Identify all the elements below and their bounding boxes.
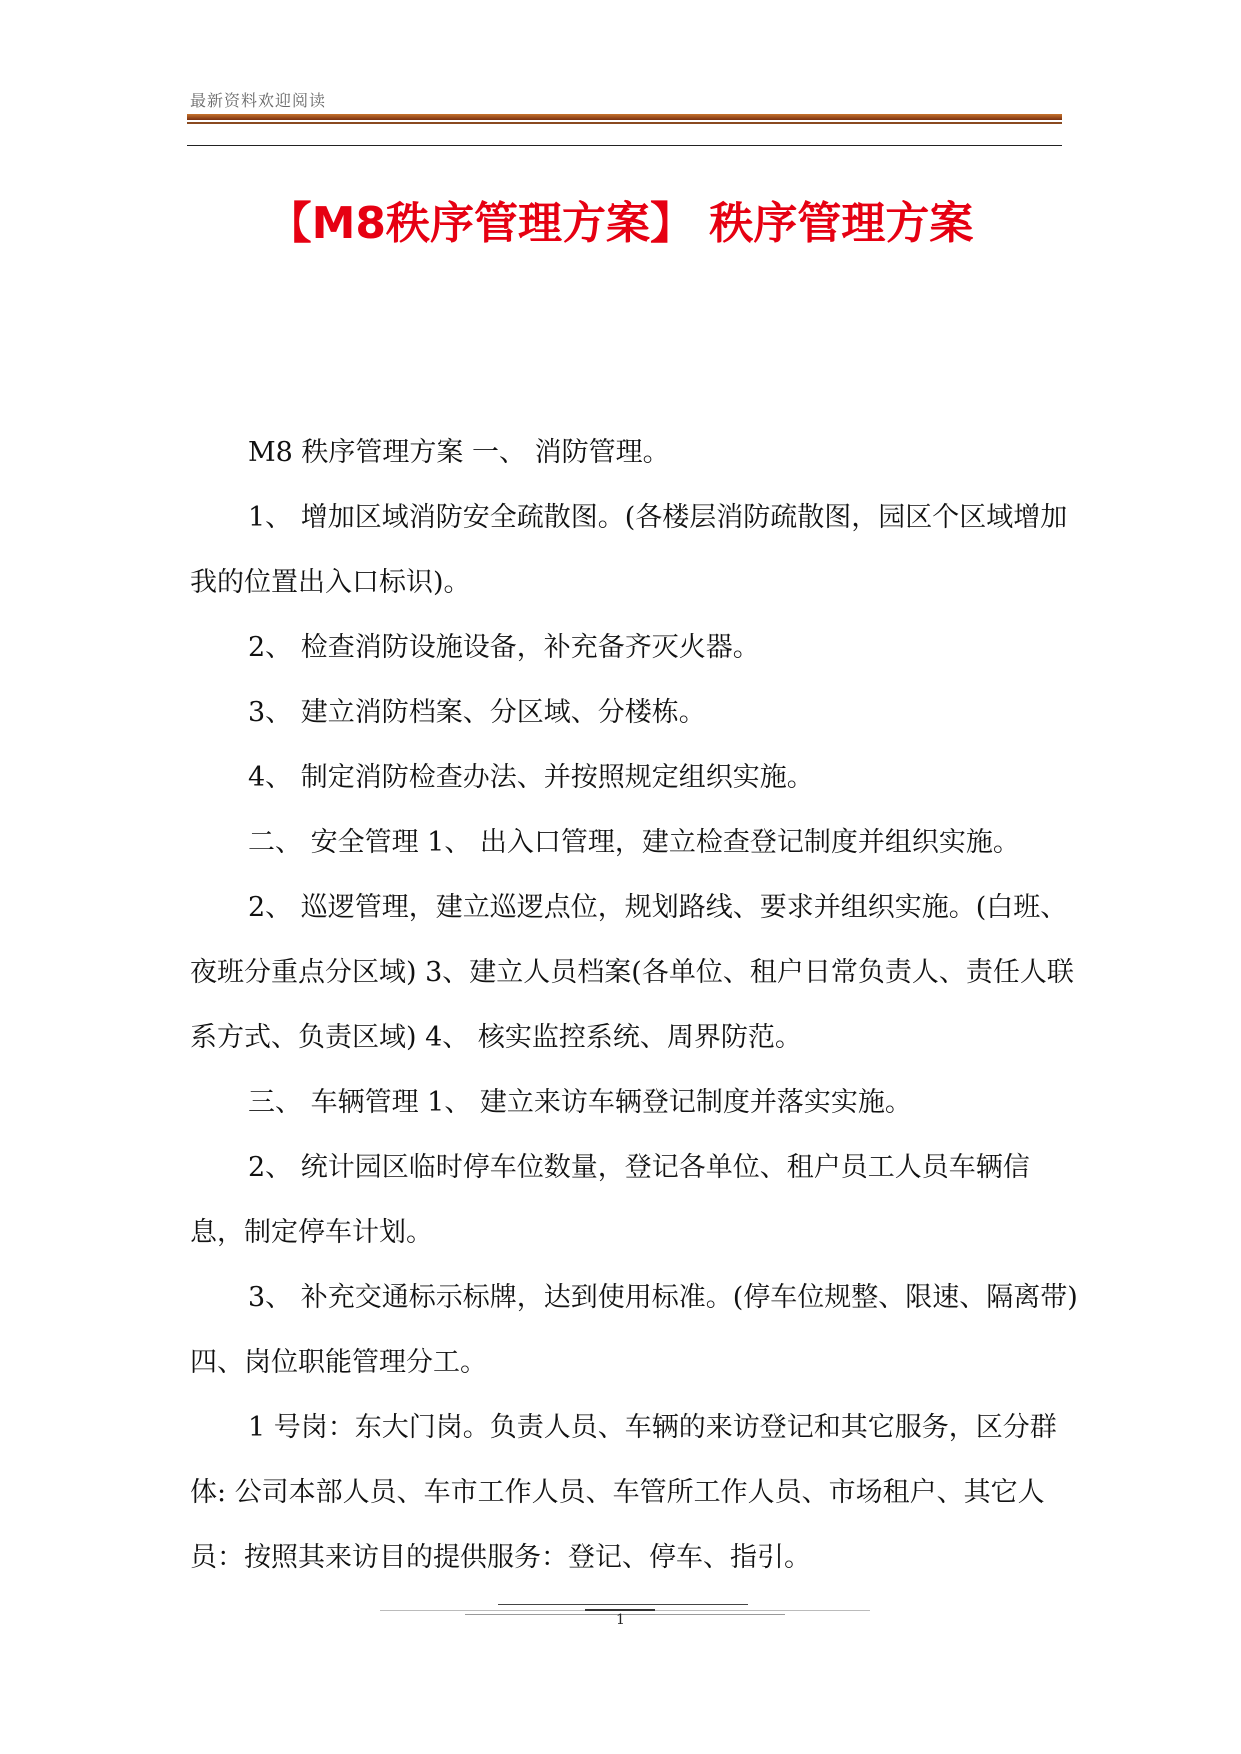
paragraph: M8 秩序管理方案 一、 消防管理。: [248, 437, 670, 468]
paragraph: 3、 补充交通标示标牌，达到使用标准。(停车位规整、限速、隔离带) 四、岗位职能管理分工。: [190, 1282, 1078, 1378]
header-rule-thin: [187, 122, 1062, 124]
paragraph: 1、 增加区域消防安全疏散图。(各楼层消防疏散图，园区个区域增加我的位置出入口标识)。: [190, 502, 1068, 598]
paragraph: 2、 检查消防设施设备，补充备齐灭火器。: [248, 632, 760, 663]
paragraph: 2、 巡逻管理，建立巡逻点位，规划路线、要求并组织实施。(白班、夜班分重点分区域) 3、建立人员档案(各单位、租户日常负责人、责任人联系方式、负责区域) 4、 核实监控系统、周界防范。: [190, 892, 1074, 1053]
header-rule-thick: [187, 114, 1062, 120]
page-number: 1: [616, 1612, 625, 1628]
paragraph: 三、 车辆管理 1、 建立来访车辆登记制度并落实实施。: [248, 1087, 912, 1118]
paragraph: 2、 统计园区临时停车位数量，登记各单位、租户员工人员车辆信息，制定停车计划。: [190, 1152, 1030, 1248]
header-rule-black: [187, 145, 1062, 146]
paragraph: 二、 安全管理 1、 出入口管理，建立检查登记制度并组织实施。: [248, 827, 1020, 858]
paragraph: 4、 制定消防检查办法、并按照规定组织实施。: [248, 762, 814, 793]
footer-rule: [498, 1604, 748, 1605]
document-body: [190, 420, 1080, 1590]
header-text: 最新资料欢迎阅读: [190, 91, 327, 110]
document-title: 【M8秩序管理方案】 秩序管理方案: [267, 198, 974, 250]
paragraph: 3、 建立消防档案、分区域、分楼栋。: [248, 697, 706, 728]
page-number-bar: [585, 1609, 655, 1611]
paragraph: 1 号岗：东大门岗。负责人员、车辆的来访登记和其它服务，区分群体: 公司本部人员、车市工作人员、车管所工作人员、市场租户、其它人员：按照其来访目的提供服务：登记、停车、指引。: [190, 1412, 1057, 1573]
